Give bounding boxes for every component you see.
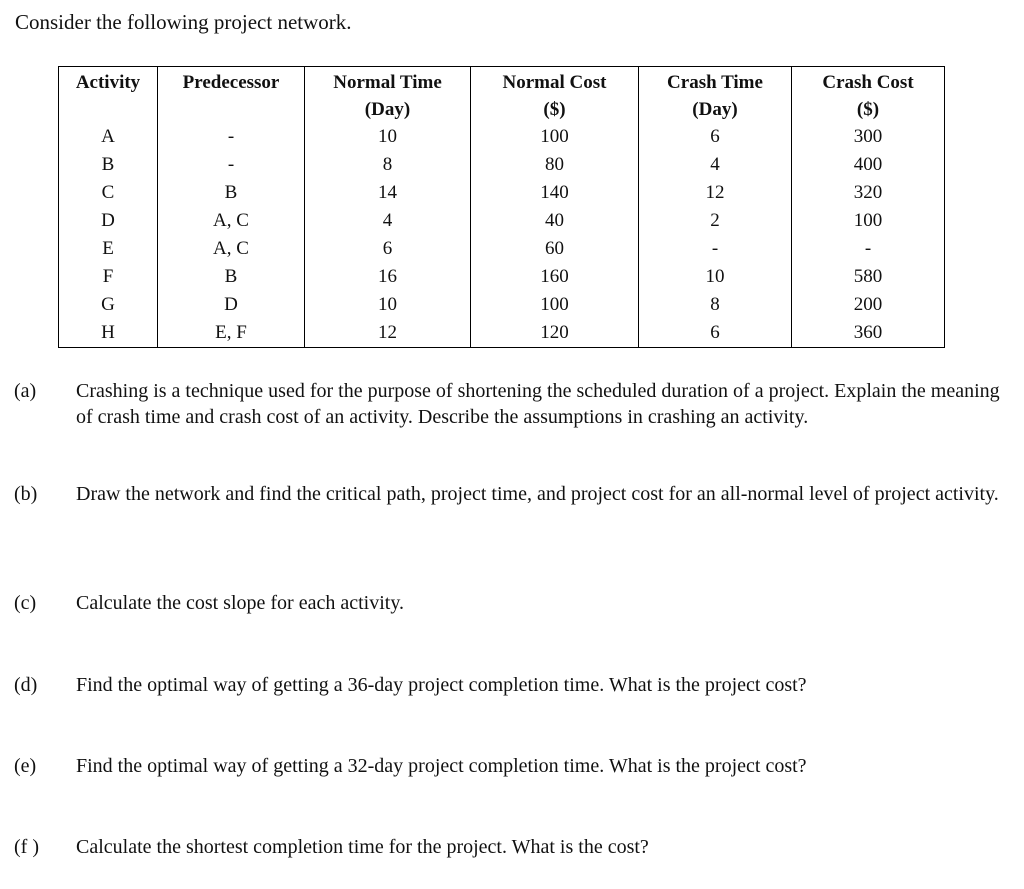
cell-crash-cost: 580 — [792, 263, 945, 291]
question-label: (c) — [14, 592, 37, 614]
cell-normal-time: 16 — [305, 263, 471, 291]
cell-crash-time: 2 — [639, 207, 792, 235]
cell-crash-cost: 320 — [792, 179, 945, 207]
header-crash-time: Crash Time (Day) — [639, 67, 792, 124]
cell-normal-time: 10 — [305, 123, 471, 151]
table-row — [59, 179, 945, 207]
cell-normal-cost: 120 — [471, 319, 639, 348]
question-label: (b) — [14, 483, 38, 505]
question-label: (e) — [14, 755, 37, 777]
cell-normal-cost: 160 — [471, 263, 639, 291]
cell-predecessor: A, C — [158, 207, 305, 235]
cell-normal-time: 10 — [305, 291, 471, 319]
cell-predecessor: - — [158, 151, 305, 179]
intro-text: Consider the following project network. — [15, 10, 352, 34]
cell-normal-cost: 40 — [471, 207, 639, 235]
cell-predecessor: - — [158, 123, 305, 151]
header-normal-time: Normal Time (Day) — [305, 67, 471, 124]
cell-activity: F — [59, 263, 158, 291]
cell-crash-cost: 400 — [792, 151, 945, 179]
question-text: Crashing is a technique used for the purpose of shortening the scheduled duration of a project. Explain the meaning of crash time and crash cost of an activity. Describe the assumptions in crashing an activity. — [76, 380, 1000, 428]
table-row — [59, 151, 945, 179]
project-table — [58, 66, 945, 348]
cell-crash-cost: - — [792, 235, 945, 263]
cell-activity: E — [59, 235, 158, 263]
question-label: (f ) — [14, 836, 39, 858]
cell-predecessor: D — [158, 291, 305, 319]
cell-crash-cost: 360 — [792, 319, 945, 348]
cell-activity: B — [59, 151, 158, 179]
cell-crash-time: 12 — [639, 179, 792, 207]
cell-normal-cost: 100 — [471, 123, 639, 151]
cell-crash-cost: 100 — [792, 207, 945, 235]
cell-normal-cost: 100 — [471, 291, 639, 319]
table-row — [59, 235, 945, 263]
header-predecessor: Predecessor — [158, 67, 305, 124]
cell-crash-time: 6 — [639, 123, 792, 151]
cell-activity: H — [59, 319, 158, 348]
cell-crash-cost: 300 — [792, 123, 945, 151]
question-text: Calculate the cost slope for each activity. — [76, 592, 405, 614]
question-text: Find the optimal way of getting a 32-day project completion time. What is the project cost? — [76, 755, 807, 777]
cell-predecessor: B — [158, 179, 305, 207]
cell-normal-time: 14 — [305, 179, 471, 207]
table-row — [59, 207, 945, 235]
cell-normal-cost: 140 — [471, 179, 639, 207]
cell-activity: C — [59, 179, 158, 207]
cell-crash-time: 10 — [639, 263, 792, 291]
question-text: Find the optimal way of getting a 36-day project completion time. What is the project cost? — [76, 674, 807, 696]
question-label: (d) — [14, 674, 38, 696]
cell-crash-time: 6 — [639, 319, 792, 348]
table-header-row — [59, 67, 945, 124]
table-row — [59, 123, 945, 151]
table-row — [59, 319, 945, 348]
cell-normal-time: 4 — [305, 207, 471, 235]
cell-predecessor: E, F — [158, 319, 305, 348]
cell-normal-time: 8 — [305, 151, 471, 179]
question-label: (a) — [14, 380, 37, 402]
question-text: Draw the network and find the critical path, project time, and project cost for an all-normal level of project activity. — [76, 483, 999, 505]
table-row — [59, 291, 945, 319]
cell-normal-time: 12 — [305, 319, 471, 348]
cell-crash-time: 8 — [639, 291, 792, 319]
cell-activity: A — [59, 123, 158, 151]
cell-normal-cost: 80 — [471, 151, 639, 179]
cell-normal-time: 6 — [305, 235, 471, 263]
question-text: Calculate the shortest completion time for the project. What is the cost? — [76, 836, 649, 858]
header-crash-cost: Crash Cost ($) — [792, 67, 945, 124]
cell-crash-time: 4 — [639, 151, 792, 179]
header-normal-cost: Normal Cost ($) — [471, 67, 639, 124]
cell-activity: D — [59, 207, 158, 235]
cell-predecessor: B — [158, 263, 305, 291]
table-row — [59, 263, 945, 291]
cell-crash-time: - — [639, 235, 792, 263]
header-activity: Activity — [59, 67, 158, 124]
cell-normal-cost: 60 — [471, 235, 639, 263]
cell-crash-cost: 200 — [792, 291, 945, 319]
cell-activity: G — [59, 291, 158, 319]
cell-predecessor: A, C — [158, 235, 305, 263]
